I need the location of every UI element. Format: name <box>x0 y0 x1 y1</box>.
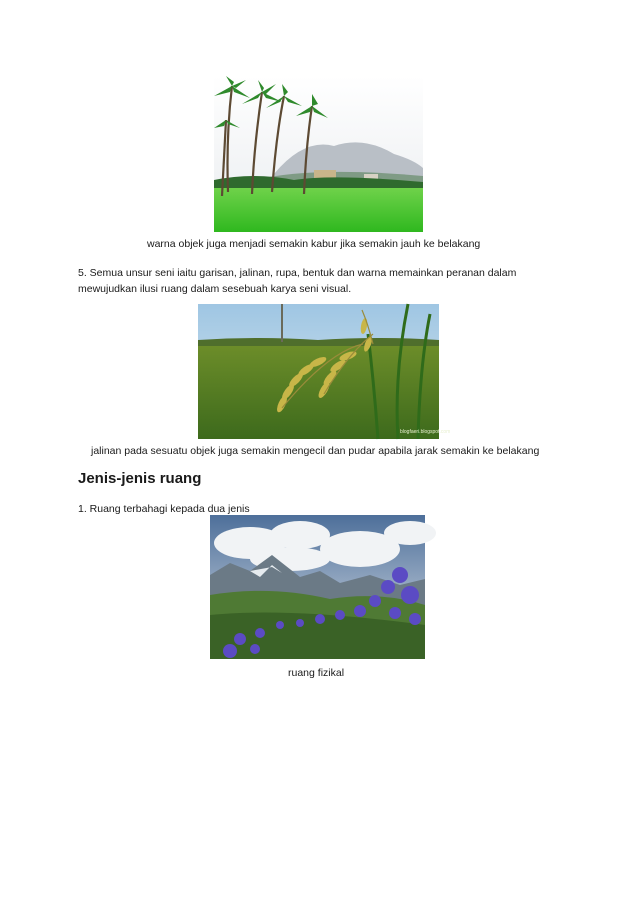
palm-photo-caption: warna objek juga menjadi semakin kabur jika semakin jauh ke belakang <box>147 238 481 250</box>
rice-field-photo <box>198 304 451 439</box>
palm-field-photo <box>214 76 423 232</box>
paragraph-5-line-2: mewujudkan ilusi ruang dalam sesebuah karya seni visual. <box>78 283 352 295</box>
section-heading: Jenis-jenis ruang <box>78 470 202 487</box>
flower-field-photo <box>210 515 425 659</box>
list-item-1: 1. Ruang terbahagi kepada dua jenis <box>78 503 250 515</box>
flower-photo-caption: ruang fizikal <box>288 667 345 679</box>
paragraph-5-line-1: 5. Semua unsur seni iaitu garisan, jalinan, rupa, bentuk dan warna memainkan peranan dalam <box>78 267 517 279</box>
rice-photo-watermark: blogfaeri.blogspot.com <box>400 429 451 435</box>
rice-photo-caption: jalinan pada sesuatu objek juga semakin mengecil dan pudar apabila jarak semakin ke belakang <box>91 445 540 457</box>
